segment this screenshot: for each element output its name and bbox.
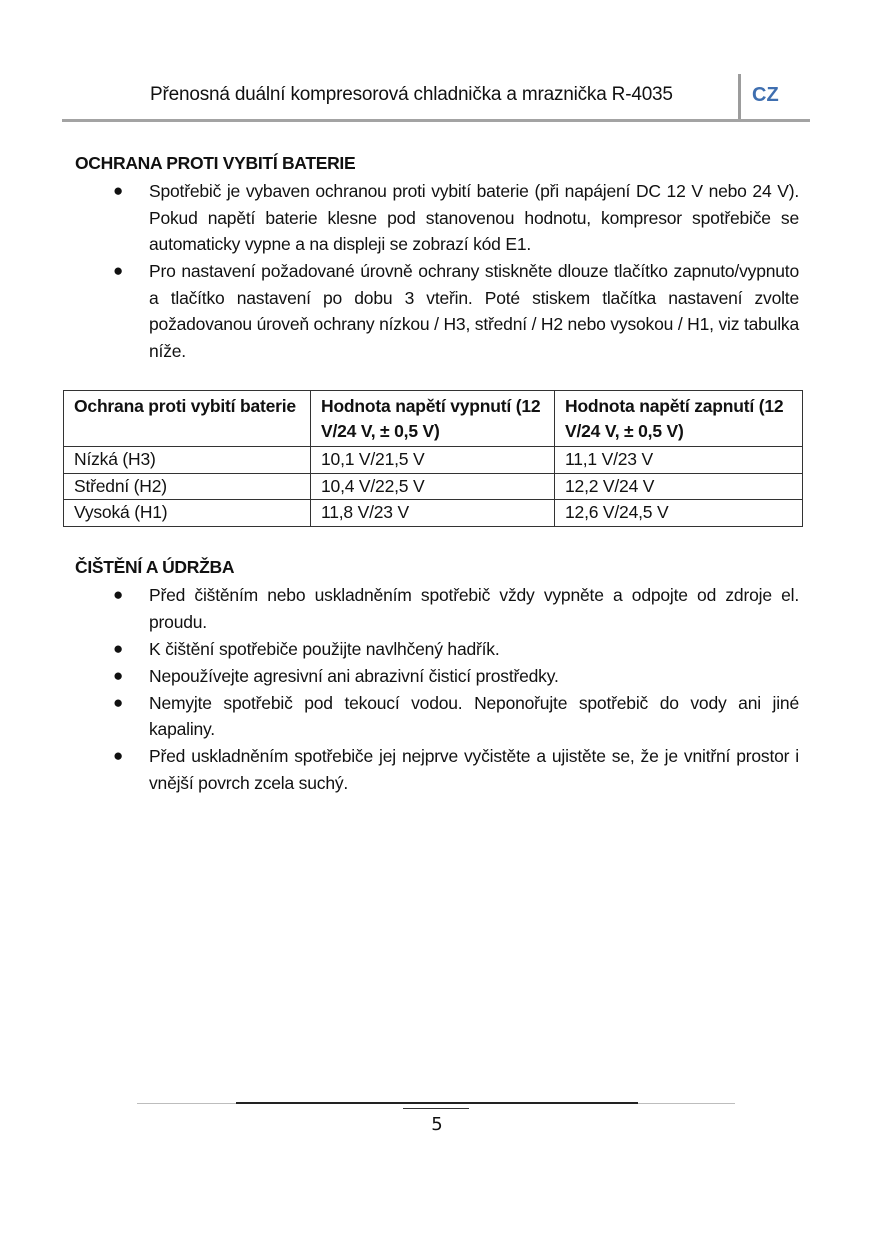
header-rule [62, 119, 810, 122]
section-title-battery-protection: OCHRANA PROTI VYBITÍ BATERIE [75, 153, 356, 173]
cleaning-list [112, 582, 799, 797]
list-item-text: Před uskladněním spotřebiče jej nejprve vyčistěte a ujistěte se, že je vnitřní prostor i vnější povrch zcela suchý. [149, 746, 799, 793]
list-item [112, 743, 799, 796]
language-badge: CZ [752, 84, 779, 106]
table-cell-cutoff: 10,4 V/22,5 V [311, 473, 555, 500]
table-cell-level: Střední (H2) [64, 473, 311, 500]
list-item [112, 636, 799, 663]
table-cell-cutin: 11,1 V/23 V [555, 447, 803, 474]
table-cell-cutoff: 11,8 V/23 V [311, 500, 555, 527]
list-item-text: Nemyjte spotřebič pod tekoucí vodou. Neponořujte spotřebič do vody ani jiné kapaliny. [149, 692, 799, 739]
page-number: 5 [431, 1114, 443, 1135]
list-item-text: K čištění spotřebiče použijte navlhčený hadřík. [149, 638, 500, 659]
section-title-cleaning: ČIŠTĚNÍ A ÚDRŽBA [75, 557, 235, 577]
list-item-text: Před čištěním nebo uskladněním spotřebič vždy vypněte a odpojte od zdroje el. proudu. [149, 585, 799, 632]
table-header-row [64, 391, 803, 447]
list-item-text: Spotřebič je vybaven ochranou proti vybití baterie (při napájení DC 12 V nebo 24 V). Pokud napětí baterie klesne pod stanovenou hodnotu, kompresor spotřebiče se automaticky vypne a na displeji se zobrazí kód E1. [149, 181, 799, 254]
list-item [112, 663, 799, 690]
bullet-icon: ● [113, 746, 124, 765]
bullet-icon: ● [113, 638, 124, 658]
list-item-text: Nepoužívejte agresivní ani abrazivní čisticí prostředky. [149, 665, 559, 686]
list-item [112, 690, 799, 743]
document-header-title: Přenosná duální kompresorová chladnička a mraznička R-4035 [150, 84, 673, 105]
battery-protection-table [63, 390, 803, 527]
table-row [64, 447, 803, 474]
list-item [112, 178, 799, 258]
table-row [64, 500, 803, 527]
table-header-cutin-voltage: Hodnota napětí zapnutí (12 V/24 V, ± 0,5 V) [555, 391, 803, 447]
list-item-text: Pro nastavení požadované úrovně ochrany stiskněte dlouze tlačítko zapnuto/vypnuto a tlačítko nastavení po dobu 3 vteřin. Poté stiskem tlačítka nastavení zvolte požadovanou úroveň ochrany nízkou / H3, střední / H2 nebo vysokou / H1, viz tabulka níže. [149, 261, 799, 361]
page-number-rule [403, 1108, 469, 1109]
bullet-icon: ● [113, 585, 124, 604]
footer-rule-accent [236, 1102, 638, 1104]
table-row [64, 473, 803, 500]
table-cell-cutin: 12,6 V/24,5 V [555, 500, 803, 527]
table-cell-cutin: 12,2 V/24 V [555, 473, 803, 500]
list-item [112, 582, 799, 635]
bullet-icon: ● [113, 261, 124, 280]
table-header-cutoff-voltage: Hodnota napětí vypnutí (12 V/24 V, ± 0,5 V) [311, 391, 555, 447]
bullet-icon: ● [113, 692, 124, 712]
bullet-icon: ● [113, 665, 124, 685]
table-cell-level: Vysoká (H1) [64, 500, 311, 527]
header-divider [738, 74, 741, 120]
table-cell-cutoff: 10,1 V/21,5 V [311, 447, 555, 474]
table-cell-level: Nízká (H3) [64, 447, 311, 474]
bullet-icon: ● [113, 181, 124, 200]
table-header-protection: Ochrana proti vybití baterie [64, 391, 311, 447]
battery-protection-list [112, 178, 799, 365]
list-item [112, 258, 799, 364]
